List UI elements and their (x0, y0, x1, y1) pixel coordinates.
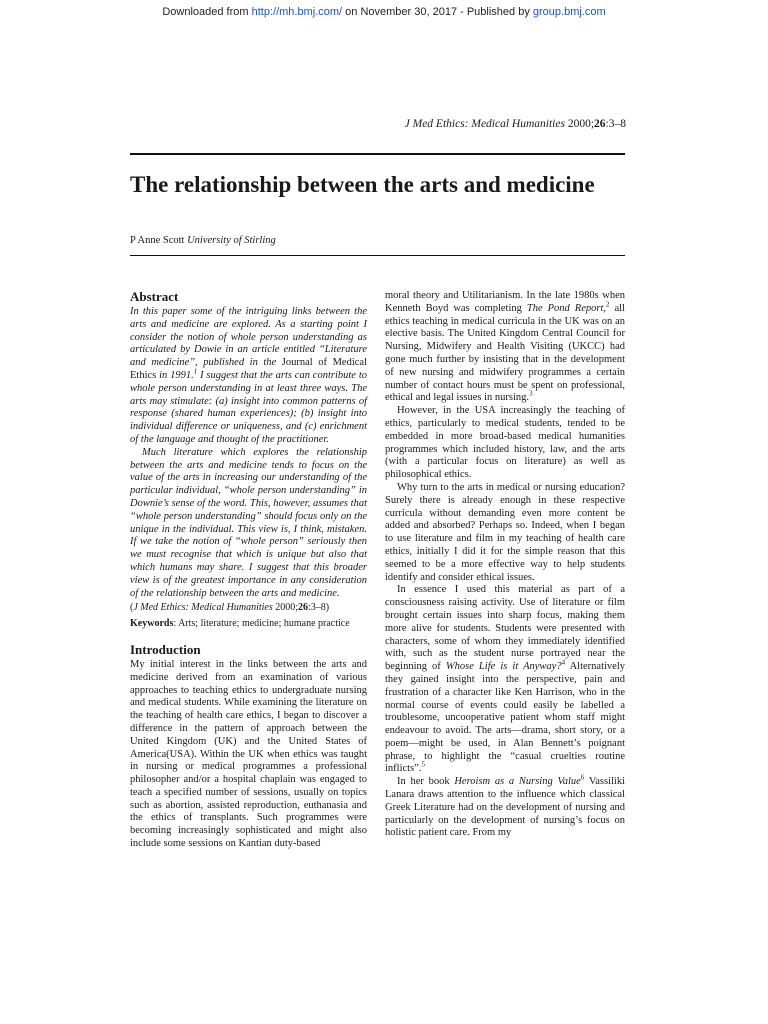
body-paragraph: Why turn to the arts in medical or nursing education? Surely there is already enough in these respective curricula without demanding even more content be added and absorbed? Perhaps so. Indeed, when I began to use literature and film in my teaching of health care ethics, initially I did it for the simple reason that this seemed to be a more effective way to help students identify and consider ethical issues. (385, 481, 625, 583)
author-affiliation: University of Stirling (187, 235, 276, 246)
introduction-heading: Introduction (130, 641, 201, 657)
journal-name: J Med Ethics: Medical Humanities (404, 118, 565, 130)
abstract-heading: Abstract (130, 289, 179, 304)
article-title: The relationship between the arts and medicine (130, 172, 595, 197)
journal-year: 2000; (564, 118, 595, 130)
footnote-ref: 6 (580, 773, 585, 782)
abstract-citation: (J Med Ethics: Medical Humanities 2000;26:3–8) (130, 602, 330, 614)
body-paragraph: In essence I used this material as part of a consciousness raising activity. Use of literature or film brought certain issues into sharp focus, making them more alive for students. Students were presented with characters, some of whom they immediately identified with, such as the student nurse portrayed near the beginning of Whose Life is it Anyway?$^4$ Alternatively they gained insight into the perspective, pain and frustration of a character like Ken Harrison, who in the normal course of events could easily be labelled a troublesome, uncooperative patient whom staff might endeavour to avoid. The arts—drama, short story, or a poem—might be used, in Alan Bennett’s poignant phrase, to highlight the “casual cruelties routine inflicts”.$^5$ (385, 584, 625, 775)
header-rule (130, 255, 625, 256)
download-banner (0, 6, 768, 18)
footnote-ref: 5 (421, 760, 425, 769)
body-paragraph: moral theory and Utilitarianism. In the late 1980s when Kenneth Boyd was completing The Pond Report,$^2$ all ethics teaching in medical curricula in the UK was on an elective basis. The United Kingdom Central Council for Nursing, Midwifery and Health Visiting (UKCC) had gone much further by insisting that in the development of new nursing and midwifery programmes a certain number of contact hours must be spent on professional, ethical and legal issues in nursing.$^3$ (385, 290, 625, 404)
footnote-ref: 3 (529, 389, 533, 398)
site-link[interactable]: http://mh.bmj.com/ (251, 6, 343, 18)
cited-title: Heroism as a Nursing Value (454, 776, 581, 788)
journal-pages: :3–8 (605, 118, 626, 130)
journal-reference (405, 118, 626, 130)
footnote-ref: 2 (606, 300, 610, 309)
body-paragraph: My initial interest in the links between the arts and medicine derived from an examination of various approaches to teaching ethics to undergraduate nursing and medical students. While examining the literature on the teaching of health care ethics, I began to discover a difference in the pattern of approach between the United Kingdom (UK) and the United States of America(USA). Within the UK when ethics was taught in nursing or medical programmes a professional philosopher and/or a hospital chaplain was engaged to teach a specified number of sessions, usually on topics such as abortion, assisted reproduction, euthanasia and the ethics of transplants. Such programmes were becoming increasingly sophisticated and might also include some sessions on Kantian duty-based (130, 658, 367, 850)
download-middle: on November 30, 2017 - Published by (342, 6, 533, 18)
journal-volume: 26 (594, 118, 606, 130)
keywords-list: : Arts; literature; medicine; humane practice (173, 618, 350, 630)
keywords (130, 618, 367, 631)
author-line (130, 235, 276, 246)
left-column (130, 290, 367, 851)
cited-title: Whose Life is it Anyway? (445, 661, 562, 673)
cited-title: The Pond Report, (526, 302, 606, 314)
footnote-ref: 4 (561, 658, 566, 667)
abstract-paragraph: Much literature which explores the relationship between the arts and medicine tends to focus on the value of the arts in increasing our understanding of the particular individual, “whole person understanding” in Downie’s sense of the word. This, however, assumes that “whole person understanding” should focus only on the unique in the individual. This view is, I think, mistaken. If we take the notion of “whole person” seriously then we must recognise that which is unique but also that which humans may share. I suggest that this broader view is of the greatest importance in any consideration of the relationship between the arts and medicine. (130, 446, 367, 599)
right-column (385, 290, 625, 840)
abstract-body (130, 306, 367, 600)
author-name: P Anne Scott (130, 235, 185, 246)
body-paragraph: However, in the USA increasingly the teaching of ethics, particularly to medical students, tended to be embedded in more broad-based medical humanities programmes which included history, law, and the arts (with a particular focus on literature) as well as philosophical ethics. (385, 405, 625, 481)
footnote-ref: 1 (193, 367, 198, 376)
journal-name-inline: Journal of Medical Ethics (130, 357, 367, 381)
abstract-paragraph: In this paper some of the intriguing links between the arts and medicine are explored. As a starting point I consider the notion of whole person understanding as articulated by Dowie in an article entitled “Literature and medicine”, published in the Journal of Medical Ethics in 1991.$^1$ I suggest that the arts can contribute to whole person understanding in at least three ways. The arts may stimulate: (a) insight into common patterns of response (shared human experiences); (b) insight into individual difference or uniqueness, and (c) enrichment of the language and thought of the practitioner. (130, 306, 367, 445)
download-prefix: Downloaded from (162, 6, 252, 18)
keywords-label: Keywords (130, 618, 174, 630)
body-paragraph: In her book Heroism as a Nursing Value$^6$ Vassiliki Lanara draws attention to the influence which classical Greek Literature had on the development of nursing and particularly on the development of nursing’s focus on holistic patient care. From my (385, 773, 626, 839)
top-rule (130, 153, 625, 155)
publisher-link[interactable]: group.bmj.com (532, 6, 606, 18)
introduction-body (130, 659, 367, 851)
